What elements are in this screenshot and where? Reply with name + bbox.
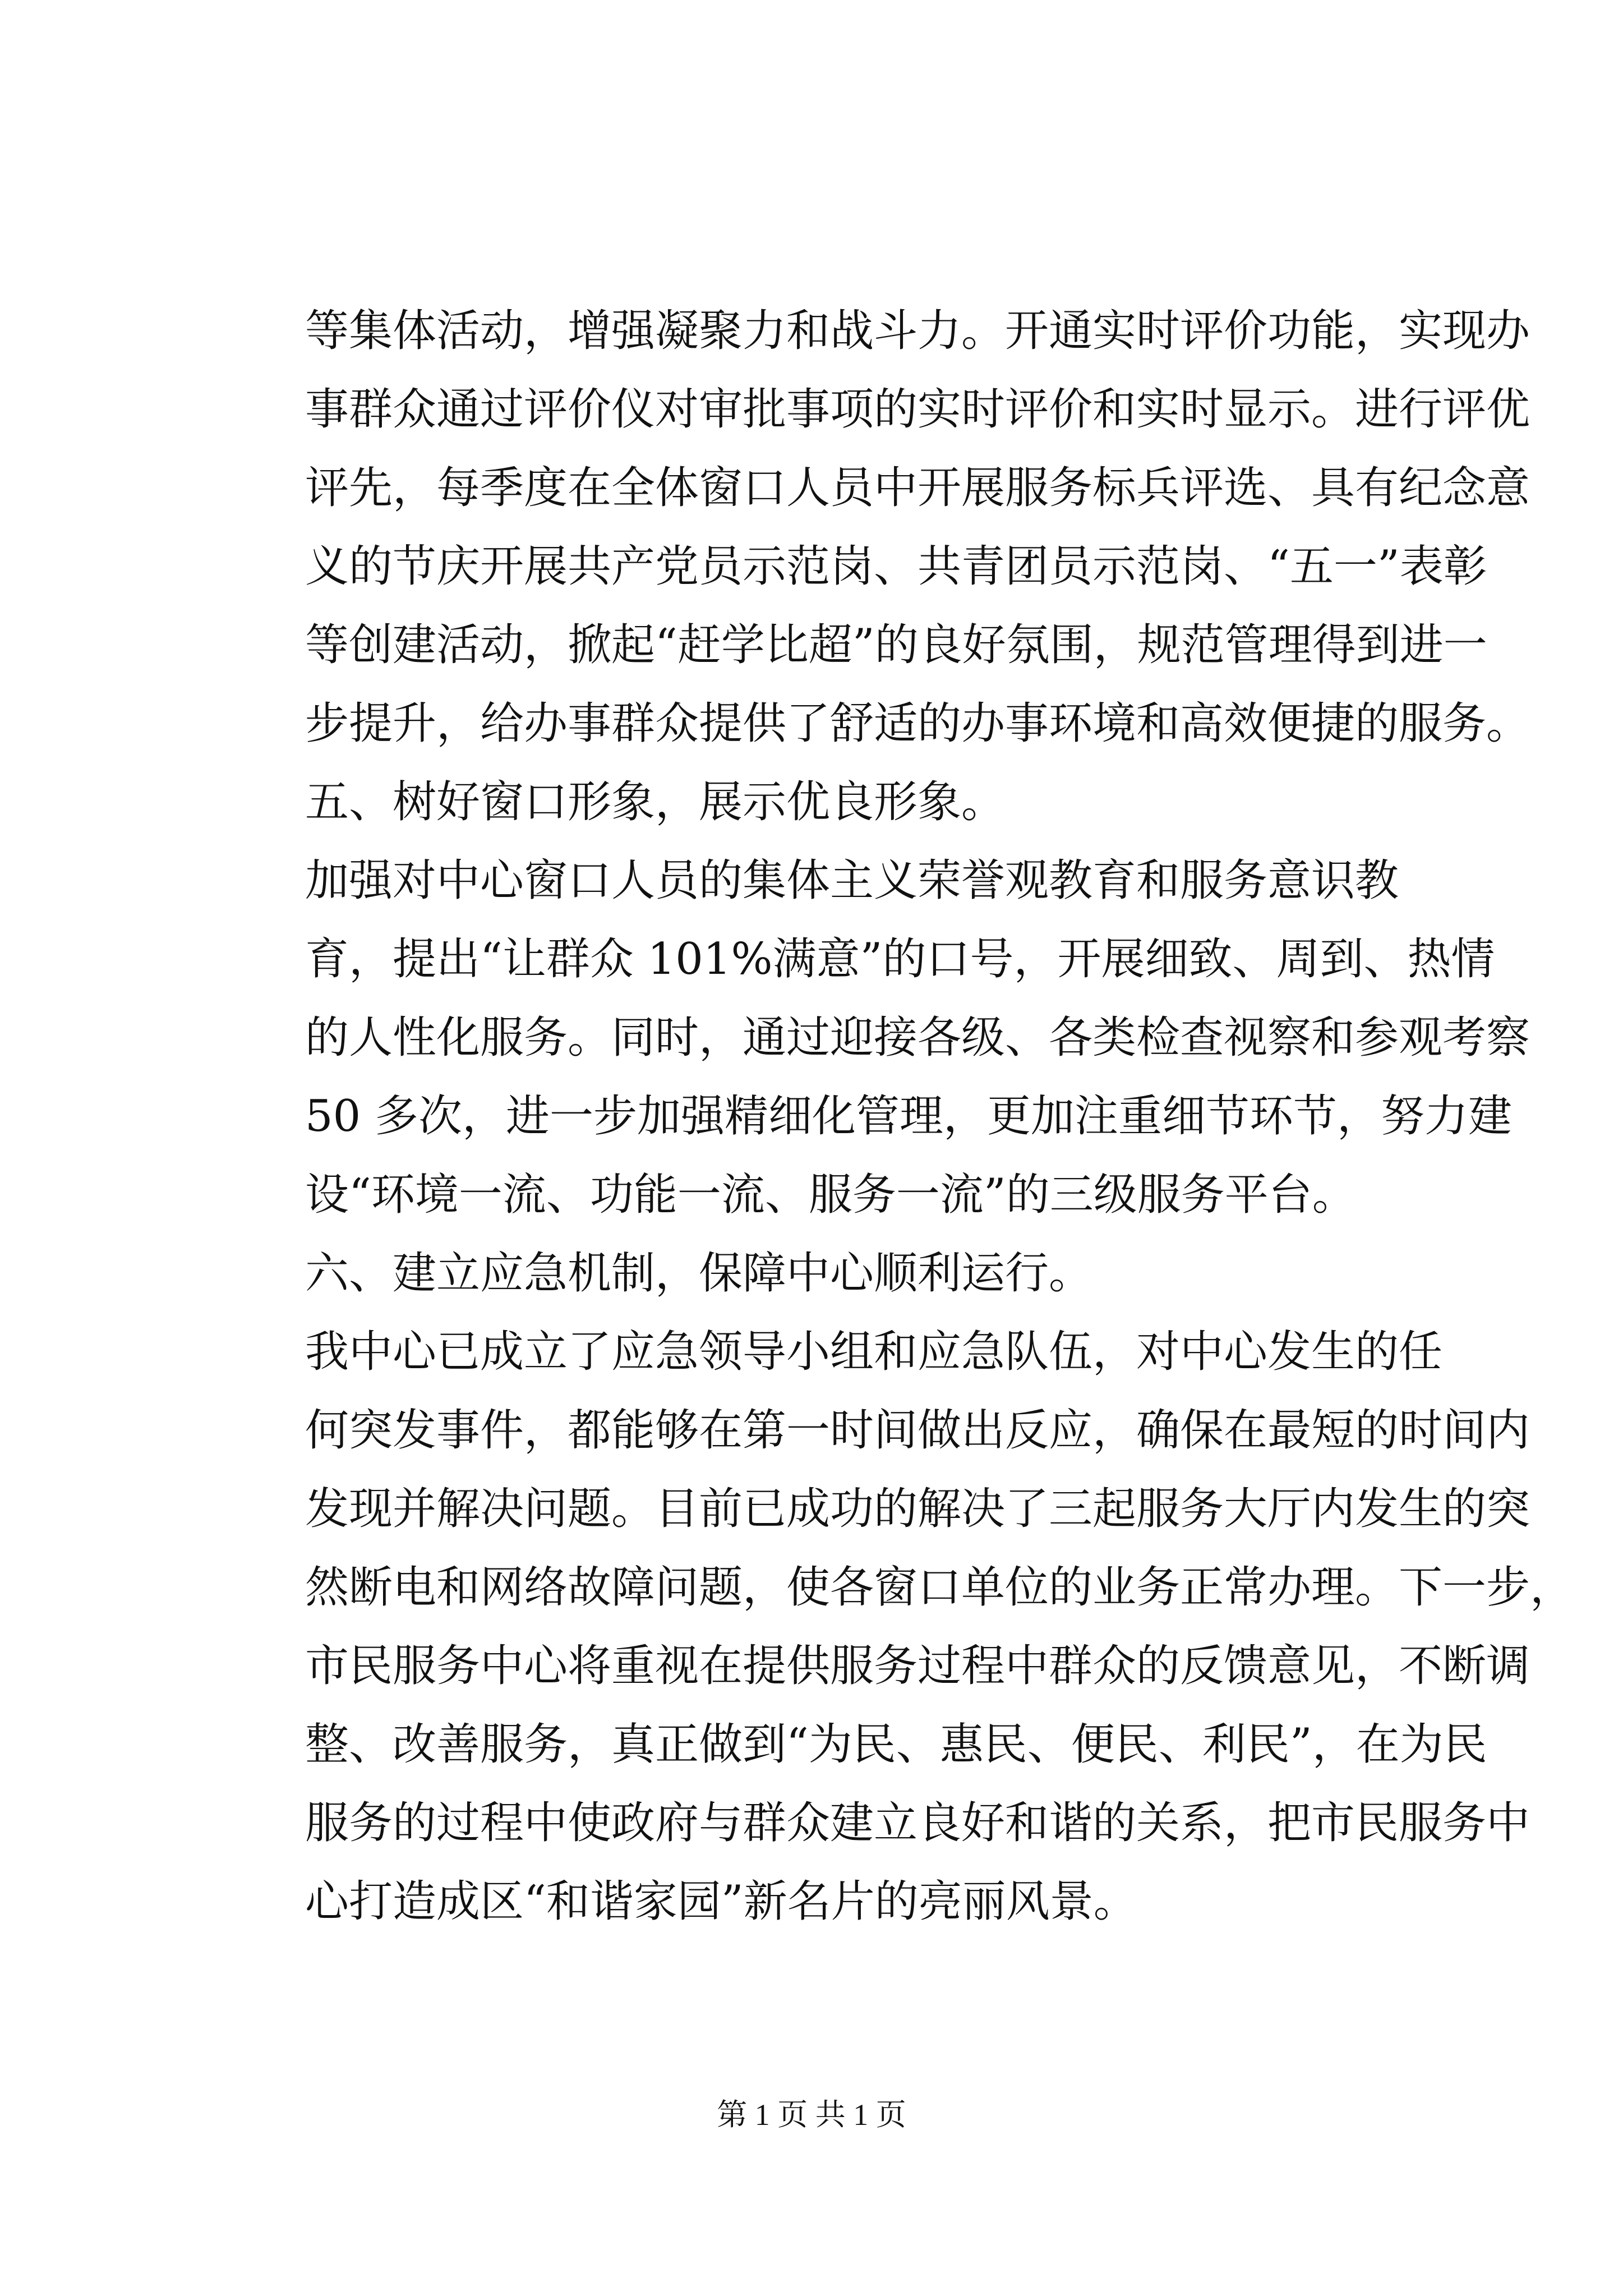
body-line: 然断电和网络故障问题，使各窗口单位的业务正常办理。下一步，	[305, 1562, 1574, 1613]
body-line: 心打造成区“和谐家园”新名片的亮丽风景。	[305, 1876, 1137, 1927]
body-line: 等创建活动，掀起“赶学比超”的良好氛围，规范管理得到进一	[305, 620, 1487, 670]
body-line: 50 多次，进一步加强精细化管理，更加注重细节环节，努力建	[305, 1091, 1513, 1142]
body-line: 市民服务中心将重视在提供服务过程中群众的反馈意见，不断调	[305, 1641, 1530, 1691]
body-line: 加强对中心窗口人员的集体主义荣誉观教育和服务意识教	[305, 855, 1399, 906]
page-footer: 第 1 页 共 1 页	[717, 2098, 906, 2132]
body-line: 整、改善服务，真正做到“为民、惠民、便民、利民”，在为民	[305, 1719, 1487, 1770]
body-line: 义的节庆开展共产党员示范岗、共青团员示范岗、“五一”表彰	[305, 541, 1487, 592]
section-heading-6: 六、建立应急机制，保障中心顺利运行。	[305, 1248, 1093, 1299]
body-line: 等集体活动，增强凝聚力和战斗力。开通实时评价功能，实现办	[305, 306, 1530, 356]
body-line: 育，提出“让群众 101%满意”的口号，开展细致、周到、热情	[305, 934, 1495, 984]
body-line: 发现并解决问题。目前已成功的解决了三起服务大厅内发生的突	[305, 1484, 1530, 1534]
body-line: 步提升，给办事群众提供了舒适的办事环境和高效便捷的服务。	[305, 698, 1530, 749]
body-line: 事群众通过评价仪对审批事项的实时评价和实时显示。进行评优	[305, 384, 1530, 435]
body-line: 评先，每季度在全体窗口人员中开展服务标兵评选、具有纪念意	[305, 463, 1530, 513]
body-line: 设“环境一流、功能一流、服务一流”的三级服务平台。	[305, 1170, 1356, 1220]
body-line: 服务的过程中使政府与群众建立良好和谐的关系，把市民服务中	[305, 1798, 1530, 1848]
body-line: 的人性化服务。同时，通过迎接各级、各类检查视察和参观考察	[305, 1013, 1530, 1063]
section-heading-5: 五、树好窗口形象，展示优良形象。	[305, 777, 1006, 827]
body-line: 我中心已成立了应急领导小组和应急队伍，对中心发生的任	[305, 1327, 1443, 1377]
body-line: 何突发事件，都能够在第一时间做出反应，确保在最短的时间内	[305, 1405, 1530, 1456]
